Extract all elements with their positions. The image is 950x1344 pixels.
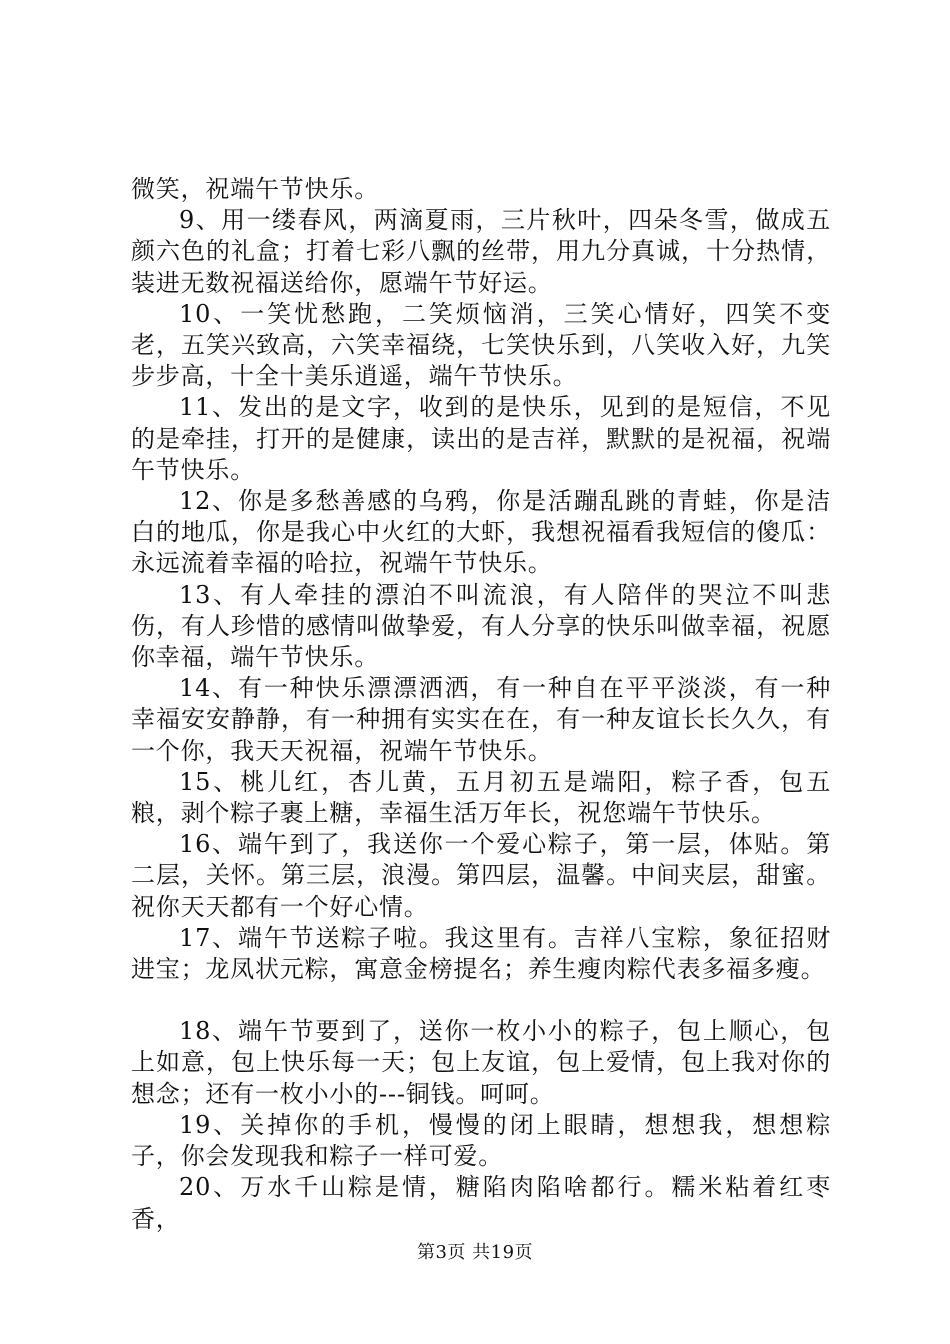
paragraph-item-13: 13、有人牵挂的漂泊不叫流浪，有人陪伴的哭泣不叫悲伤，有人珍惜的感情叫做挚爱，有人分享的快乐叫做幸福，祝愿你幸福，端午节快乐。: [131, 580, 831, 672]
page-footer: 第3页 共19页: [416, 1242, 534, 1263]
paragraph-item-14: 14、有一种快乐漂漂洒洒，有一种自在平平淡淡，有一种幸福安安静静，有一种拥有实实在在，有一种友谊长长久久，有一个你，我天天祝福，祝端午节快乐。: [131, 674, 831, 765]
paragraph-continuation: 微笑，祝端午节快乐。: [131, 175, 379, 203]
document-body: [131, 174, 831, 1235]
paragraph-item-12: 12、你是多愁善感的乌鸦，你是活蹦乱跳的青蛙，你是洁白的地瓜，你是我心中火红的大虾，我想祝福看我短信的傻瓜：永远流着幸福的哈拉，祝端午节快乐。: [131, 487, 831, 578]
paragraph-item-9: 9、用一缕春风，两滴夏雨，三片秋叶，四朵冬雪，做成五颜六色的礼盒；打着七彩八飘的丝带，用九分真诚，十分热情，装进无数祝福送给你，愿端午节好运。: [131, 206, 831, 297]
paragraph-item-20: 20、万水千山粽是情，糖陷肉陷啥都行。糯米粘着红枣香，: [131, 1173, 831, 1233]
paragraph-item-10: 10、一笑忧愁跑，二笑烦恼消，三笑心情好，四笑不变老，五笑兴致高，六笑幸福绕，七笑快乐到，八笑收入好，九笑步步高，十全十美乐逍遥，端午节快乐。: [131, 299, 831, 391]
paragraph-item-17: 17、端午节送粽子啦。我这里有。吉祥八宝粽，象征招财进宝；龙凤状元粽，寓意金榜提名；养生瘦肉粽代表多福多瘦。: [131, 923, 831, 984]
paragraph-item-11: 11、发出的是文字，收到的是快乐，见到的是短信，不见的是牵挂，打开的是健康，读出的是吉祥，默默的是祝福，祝端午节快乐。: [131, 393, 831, 484]
paragraph-item-15: 15、桃儿红，杏儿黄，五月初五是端阳，粽子香，包五粮，剥个粽子裹上糖，幸福生活万年长，祝您端午节快乐。: [131, 767, 831, 828]
paragraph-item-19: 19、关掉你的手机，慢慢的闭上眼睛，想想我，想想粽子，你会发现我和粽子一样可爱。: [131, 1110, 831, 1171]
paragraph-item-16: 16、端午到了，我送你一个爱心粽子，第一层，体贴。第二层，关怀。第三层，浪漫。第四层，温馨。中间夹层，甜蜜。祝你天天都有一个好心情。: [131, 830, 831, 921]
paragraph-item-18: 18、端午节要到了，送你一枚小小的粽子，包上顺心，包上如意，包上快乐每一天；包上友谊，包上爱情，包上我对你的想念；还有一枚小小的---铜钱。呵呵。: [131, 1017, 831, 1108]
